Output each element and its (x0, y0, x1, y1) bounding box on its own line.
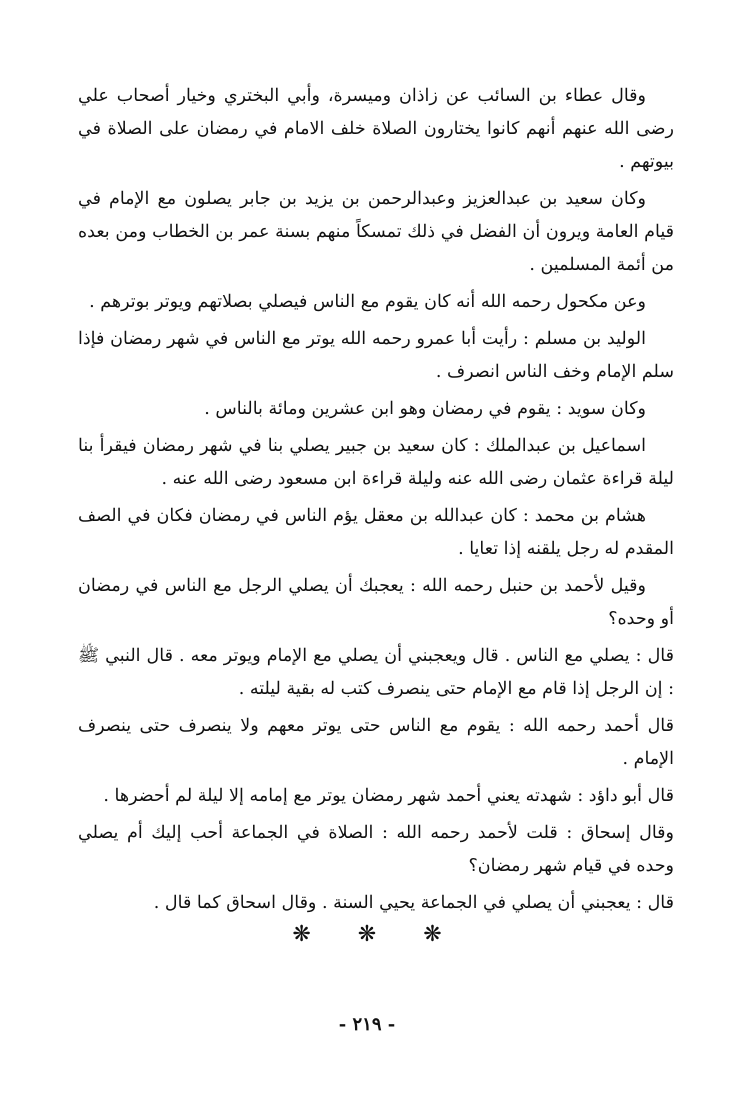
paragraph-makhul: وعن مكحول رحمه الله أنه كان يقوم مع الناس فيصلي بصلاتهم ويوتر بوترهم . (89, 292, 646, 312)
paragraph-ishaq-question: وقال إسحاق : قلت لأحمد رحمه الله : الصلاة في الجماعة أحب إليك أم يصلي وحده في قيام شهر رمضان؟ (78, 823, 674, 876)
section-divider (0, 922, 734, 947)
paragraph-suwaid: وكان سويد : يقوم في رمضان وهو ابن عشرين ومائة بالناس . (204, 399, 646, 419)
star-ornament-icon: ❋ (423, 922, 442, 947)
paragraph-abu-dawud: قال أبو داؤد : شهدته يعني أحمد شهر رمضان يوتر مع إمامه إلا ليلة لم أحضرها . (103, 786, 674, 806)
paragraph-answer-ahmad: قال : يصلي مع الناس . قال ويعجبني أن يصلي مع الإمام ويوتر معه . قال النبي ﷺ : إن الرجل إذا قام مع الإمام حتى ينصرف كتب له بقية ليلته . (78, 646, 674, 699)
body-text (78, 80, 674, 924)
paragraph-question-ahmad: وقيل لأحمد بن حنبل رحمه الله : يعجبك أن يصلي الرجل مع الناس في رمضان أو وحده؟ (78, 576, 674, 629)
paragraph-ismail: اسماعيل بن عبدالملك : كان سعيد بن جبير يصلي بنا في شهر رمضان فيقرأ بنا ليلة قراءة عثمان رضى الله عنه وليلة قراءة ابن مسعود رضى الله عنه . (78, 436, 674, 489)
paragraph-ishaq-answer: قال : يعجبني أن يصلي في الجماعة يحيي السنة . وقال اسحاق كما قال . (153, 893, 674, 913)
paragraph-said-abdulaziz: وكان سعيد بن عبدالعزيز وعبدالرحمن بن يزيد بن جابر يصلون مع الإمام في قيام العامة ويرون أن الفضل في ذلك تمسكاً منهم بسنة عمر بن الخطاب ومن بعده من أئمة المسلمين . (78, 189, 674, 275)
paragraph-walid: الوليد بن مسلم : رأيت أبا عمرو رحمه الله يوتر مع الناس في شهر رمضان فإذا سلم الإمام وخف الناس انصرف . (78, 329, 674, 382)
star-ornament-icon: ❋ (292, 922, 311, 947)
star-ornament-icon: ❋ (357, 922, 377, 947)
paragraph-ahmad-qiyam: قال أحمد رحمه الله : يقوم مع الناس حتى يوتر معهم ولا ينصرف حتى ينصرف الإمام . (78, 716, 674, 769)
page-number: - ٢١٩ - (338, 1014, 396, 1035)
paragraph-hisham: هشام بن محمد : كان عبدالله بن معقل يؤم الناس في رمضان فكان في الصف المقدم له رجل يلقنه إذا تعايا . (78, 506, 674, 559)
paragraph-ata: وقال عطاء بن السائب عن زاذان وميسرة، وأبي البختري وخيار أصحاب علي رضى الله عنهم أنهم كانوا يختارون الصلاة خلف الامام في رمضان على الصلاة في بيوتهم . (78, 86, 674, 172)
